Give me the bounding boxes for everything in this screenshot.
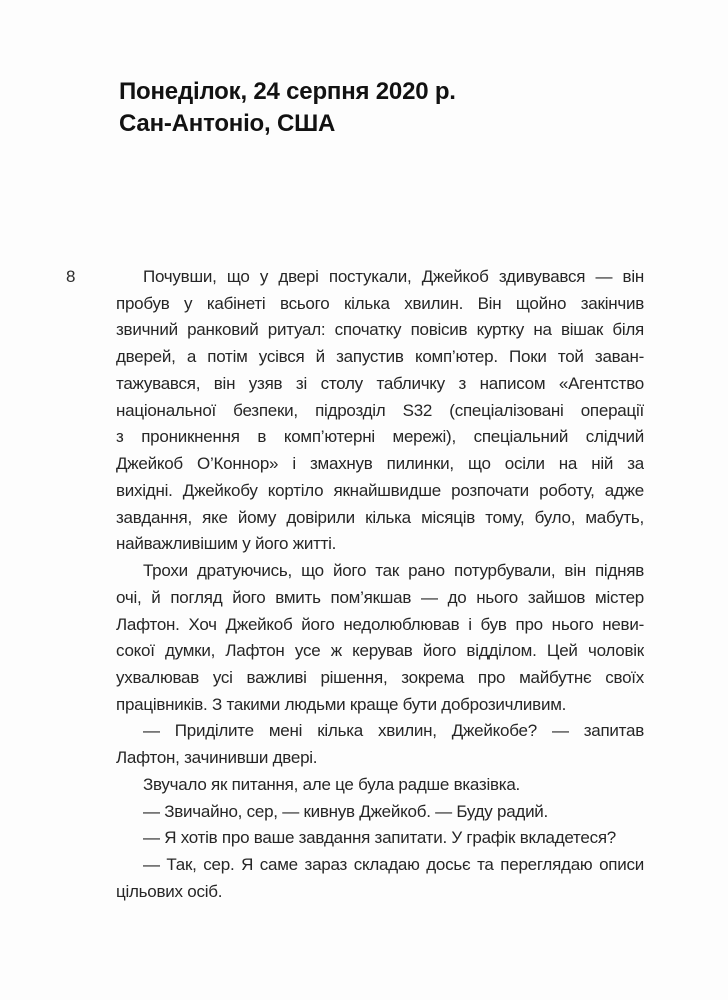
heading-date: Понеділок, 24 серпня 2020 р. xyxy=(119,78,456,105)
paragraph xyxy=(116,264,644,558)
text-line: Звучало як питання, але це була радше вказівка. xyxy=(143,774,521,794)
paragraph xyxy=(116,558,644,718)
text-line: Трохи дратуючись, що його так рано потурбували, він підняв xyxy=(143,561,644,581)
text-line: національної безпеки, підрозділ S32 (спеціалізовані операції xyxy=(116,400,644,420)
text-line: тажувався, він узяв зі столу табличку з написом «Агентство xyxy=(116,373,644,393)
paragraph xyxy=(116,852,644,905)
heading-location: Сан-Антоніо, США xyxy=(119,110,336,137)
text-line: вихідні. Джейкобу кортіло якнайшвидше розпочати роботу, адже xyxy=(116,480,644,500)
text-line: завдання, яке йому довірили кілька місяців тому, було, мабуть, xyxy=(116,507,644,527)
text-line: ухвалював усі важливі рішення, зокрема про майбутнє своїх xyxy=(116,668,644,688)
paragraph xyxy=(116,718,644,771)
paragraph xyxy=(116,772,644,799)
text-line: — Приділите мені кілька хвилин, Джейкобе? — запитав xyxy=(143,721,644,741)
body-text xyxy=(116,264,644,906)
text-line: пробув у кабінеті всього кілька хвилин. Він щойно закінчив xyxy=(116,293,644,313)
text-line: найважливішим у його житті. xyxy=(116,534,337,554)
text-line: цільових осіб. xyxy=(116,881,223,901)
text-line: працівників. З такими людьми краще бути доброзичливим. xyxy=(116,694,567,714)
chapter-heading xyxy=(119,76,456,140)
text-line: очі, й погляд його вмить пом’якшав — до нього зайшов містер xyxy=(116,587,644,607)
page-number: 8 xyxy=(66,267,76,286)
text-line: з проникнення в комп’ютерні мережі), спеціальний слідчий xyxy=(116,427,644,447)
text-line: Лафтон, зачинивши двері. xyxy=(116,748,318,768)
text-line: Почувши, що у двері постукали, Джейкоб здивувався — він xyxy=(143,267,644,286)
text-line: дверей, а потім усівся й запустив комп’ютер. Поки той заван- xyxy=(116,347,644,367)
text-line: звичний ранковий ритуал: спочатку повісив куртку на вішак біля xyxy=(116,320,644,340)
paragraph xyxy=(116,825,644,852)
text-line: — Так, сер. Я саме зараз складаю досьє та переглядаю описи xyxy=(143,855,644,875)
text-line: Лафтон. Хоч Джейкоб його недолюблював і був про нього неви- xyxy=(116,614,644,634)
text-line: Джейкоб О’Коннор» і змахнув пилинки, що осіли на ній за xyxy=(116,454,644,474)
text-line: — Я хотів про ваше завдання запитати. У графік вкладетеся? xyxy=(143,828,617,848)
text-line: сокої думки, Лафтон усе ж керував його відділом. Цей чоловік xyxy=(116,641,644,661)
paragraph xyxy=(116,799,644,826)
text-line: — Звичайно, сер, — кивнув Джейкоб. — Буду радий. xyxy=(143,801,549,821)
